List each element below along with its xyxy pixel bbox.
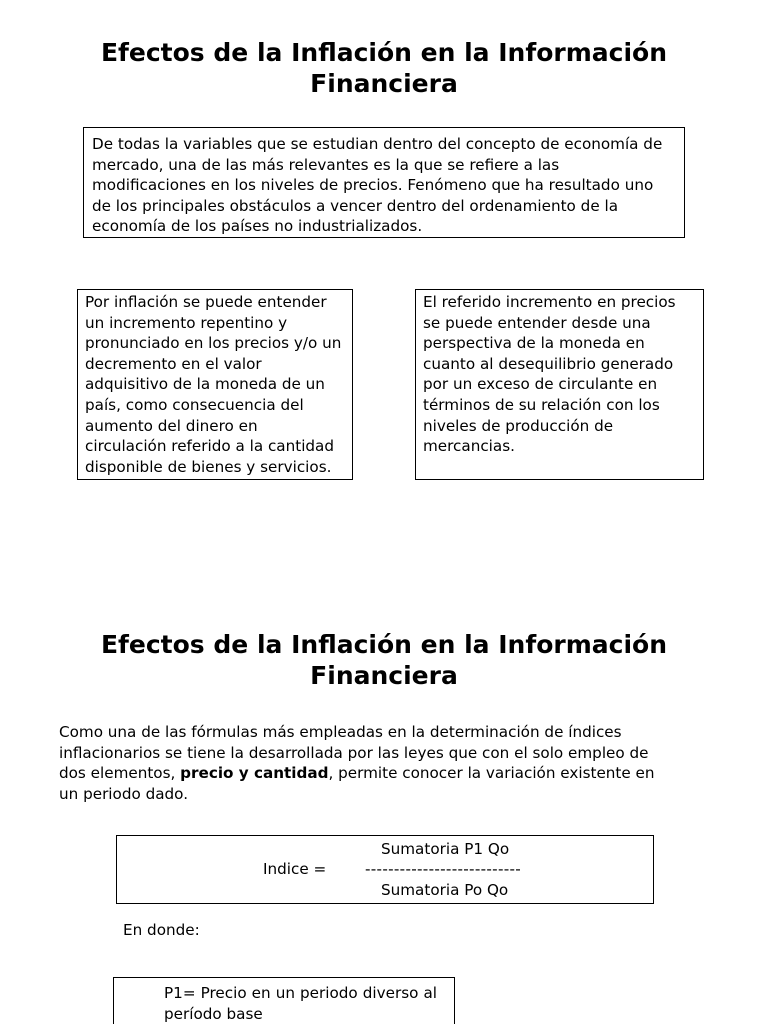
slide1-left-box bbox=[77, 289, 353, 480]
formula-label: Indice = bbox=[263, 860, 327, 878]
slide1-right-box bbox=[415, 289, 704, 480]
slide1-title-line2: Financiera bbox=[310, 69, 458, 98]
paragraph-text-after: , permite conocer la variación existente en un periodo dado. bbox=[59, 764, 655, 803]
slide2-title-line2: Financiera bbox=[310, 661, 458, 690]
definition-p1-text: P1= Precio en un periodo diverso al período base bbox=[164, 984, 437, 1023]
slide1-intro-box bbox=[83, 127, 685, 238]
formula-divider: --------------------------- bbox=[365, 860, 522, 878]
en-donde-label: En donde: bbox=[123, 921, 200, 939]
slide1-title-line1: Efectos de la Inflación en la Información bbox=[100, 38, 668, 67]
paragraph-bold-text: precio y cantidad bbox=[180, 764, 329, 783]
slide2-title-line1: Efectos de la Inflación en la Información bbox=[100, 630, 668, 659]
formula-box bbox=[116, 835, 654, 904]
slide1-intro-text: De todas la variables que se estudian dentro del concepto de economía de mercado, una de las más relevantes es la que se refiere a las modificaciones en los niveles de precios. Fenómeno que ha resultado uno de los principales obstáculos a vencer dentro del ordenamiento de la economía de los países no industrializados. bbox=[92, 135, 663, 236]
slide2-intro-paragraph bbox=[59, 722, 659, 804]
paragraph-text-before: Como una de las fórmulas más empleadas en la determinación de índices inflacionarios se tiene la desarrollada por las leyes que con el solo empleo de dos elementos, bbox=[59, 723, 649, 783]
formula-denominator: Sumatoria Po Qo bbox=[381, 881, 509, 899]
formula-numerator: Sumatoria P1 Qo bbox=[381, 840, 510, 858]
definition-box-p1 bbox=[113, 977, 455, 1024]
slide1-left-text: Por inflación se puede entender un incremento repentino y pronunciado en los precios y/o un decremento en el valor adquisitivo de la moneda de un país, como consecuencia del aumento del dinero en circulación referido a la cantidad disponible de bienes y servicios. bbox=[85, 293, 342, 476]
slide1-right-text: El referido incremento en precios se puede entender desde una perspectiva de la moneda en cuanto al desequilibrio generado por un exceso de circulante en términos de su relación con los niveles de producción de mercancias. bbox=[423, 293, 676, 456]
